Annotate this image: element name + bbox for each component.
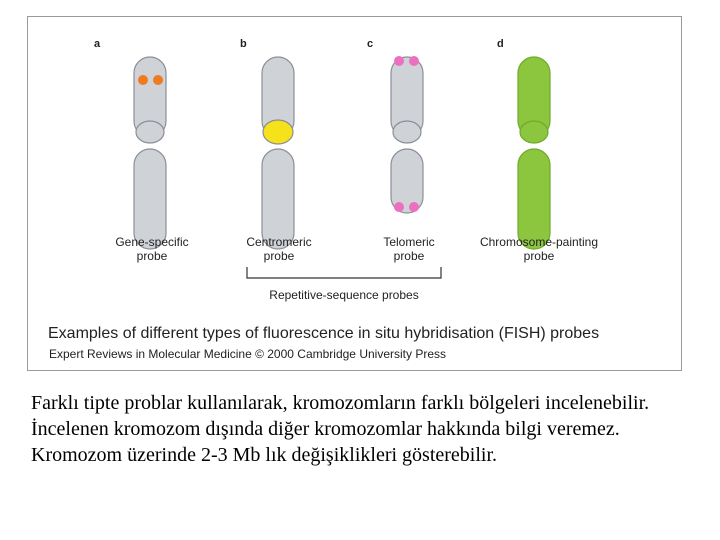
chromosome-a xyxy=(134,57,166,249)
centromeric-signal xyxy=(263,120,293,144)
gene-specific-signal-left xyxy=(138,75,148,85)
panel-c xyxy=(367,38,435,263)
gene-specific-signal-right xyxy=(153,75,163,85)
text-line-2: İncelenen kromozom dışında diğer kromozomlar hakkında bilgi veremez. xyxy=(31,418,620,440)
telomeric-signal-bottom-right xyxy=(409,202,419,212)
panel-a xyxy=(94,38,189,263)
panel-d xyxy=(480,38,598,263)
probe-label-b-line2: probe xyxy=(263,249,295,263)
chromosome-d-painted xyxy=(518,57,550,249)
caption-source: Expert Reviews in Molecular Medicine © 2000 Cambridge University Press xyxy=(49,347,446,361)
chromosome-b xyxy=(262,57,294,249)
probe-label-d-line2: probe xyxy=(523,249,555,263)
figure-canvas xyxy=(28,17,683,372)
panel-letter-d: d xyxy=(497,38,504,50)
probe-label-c-line2: probe xyxy=(393,249,425,263)
repetitive-sequence-bracket xyxy=(247,267,441,278)
fish-probe-figure xyxy=(27,16,682,371)
probe-label-c-line1: Telomeric xyxy=(383,235,435,249)
probe-label-a-line2: probe xyxy=(136,249,168,263)
panel-letter-a: a xyxy=(94,38,101,50)
panel-letter-c: c xyxy=(367,38,374,50)
caption-title: Examples of different types of fluorescence in situ hybridisation (FISH) probes xyxy=(48,325,600,342)
telomeric-signal-top-left xyxy=(394,56,404,66)
probe-label-b-line1: Centromeric xyxy=(246,235,312,249)
panel-letter-b: b xyxy=(240,38,247,50)
panel-b xyxy=(240,38,312,263)
explanation-text xyxy=(31,390,661,468)
telomeric-signal-bottom-left xyxy=(394,202,404,212)
probe-label-d-line1: Chromosome-painting xyxy=(479,235,599,249)
text-line-3: Kromozom üzerinde 2-3 Mb lık değişiklikleri gösterebilir. xyxy=(31,444,498,466)
telomeric-signal-top-right xyxy=(409,56,419,66)
text-line-1: Farklı tipte problar kullanılarak, kromozomların farklı bölgeleri incelenebilir. xyxy=(31,392,650,414)
chromosome-c xyxy=(391,57,423,213)
probe-label-a-line1: Gene-specific xyxy=(115,235,189,249)
bracket-label: Repetitive-sequence probes xyxy=(269,288,419,302)
